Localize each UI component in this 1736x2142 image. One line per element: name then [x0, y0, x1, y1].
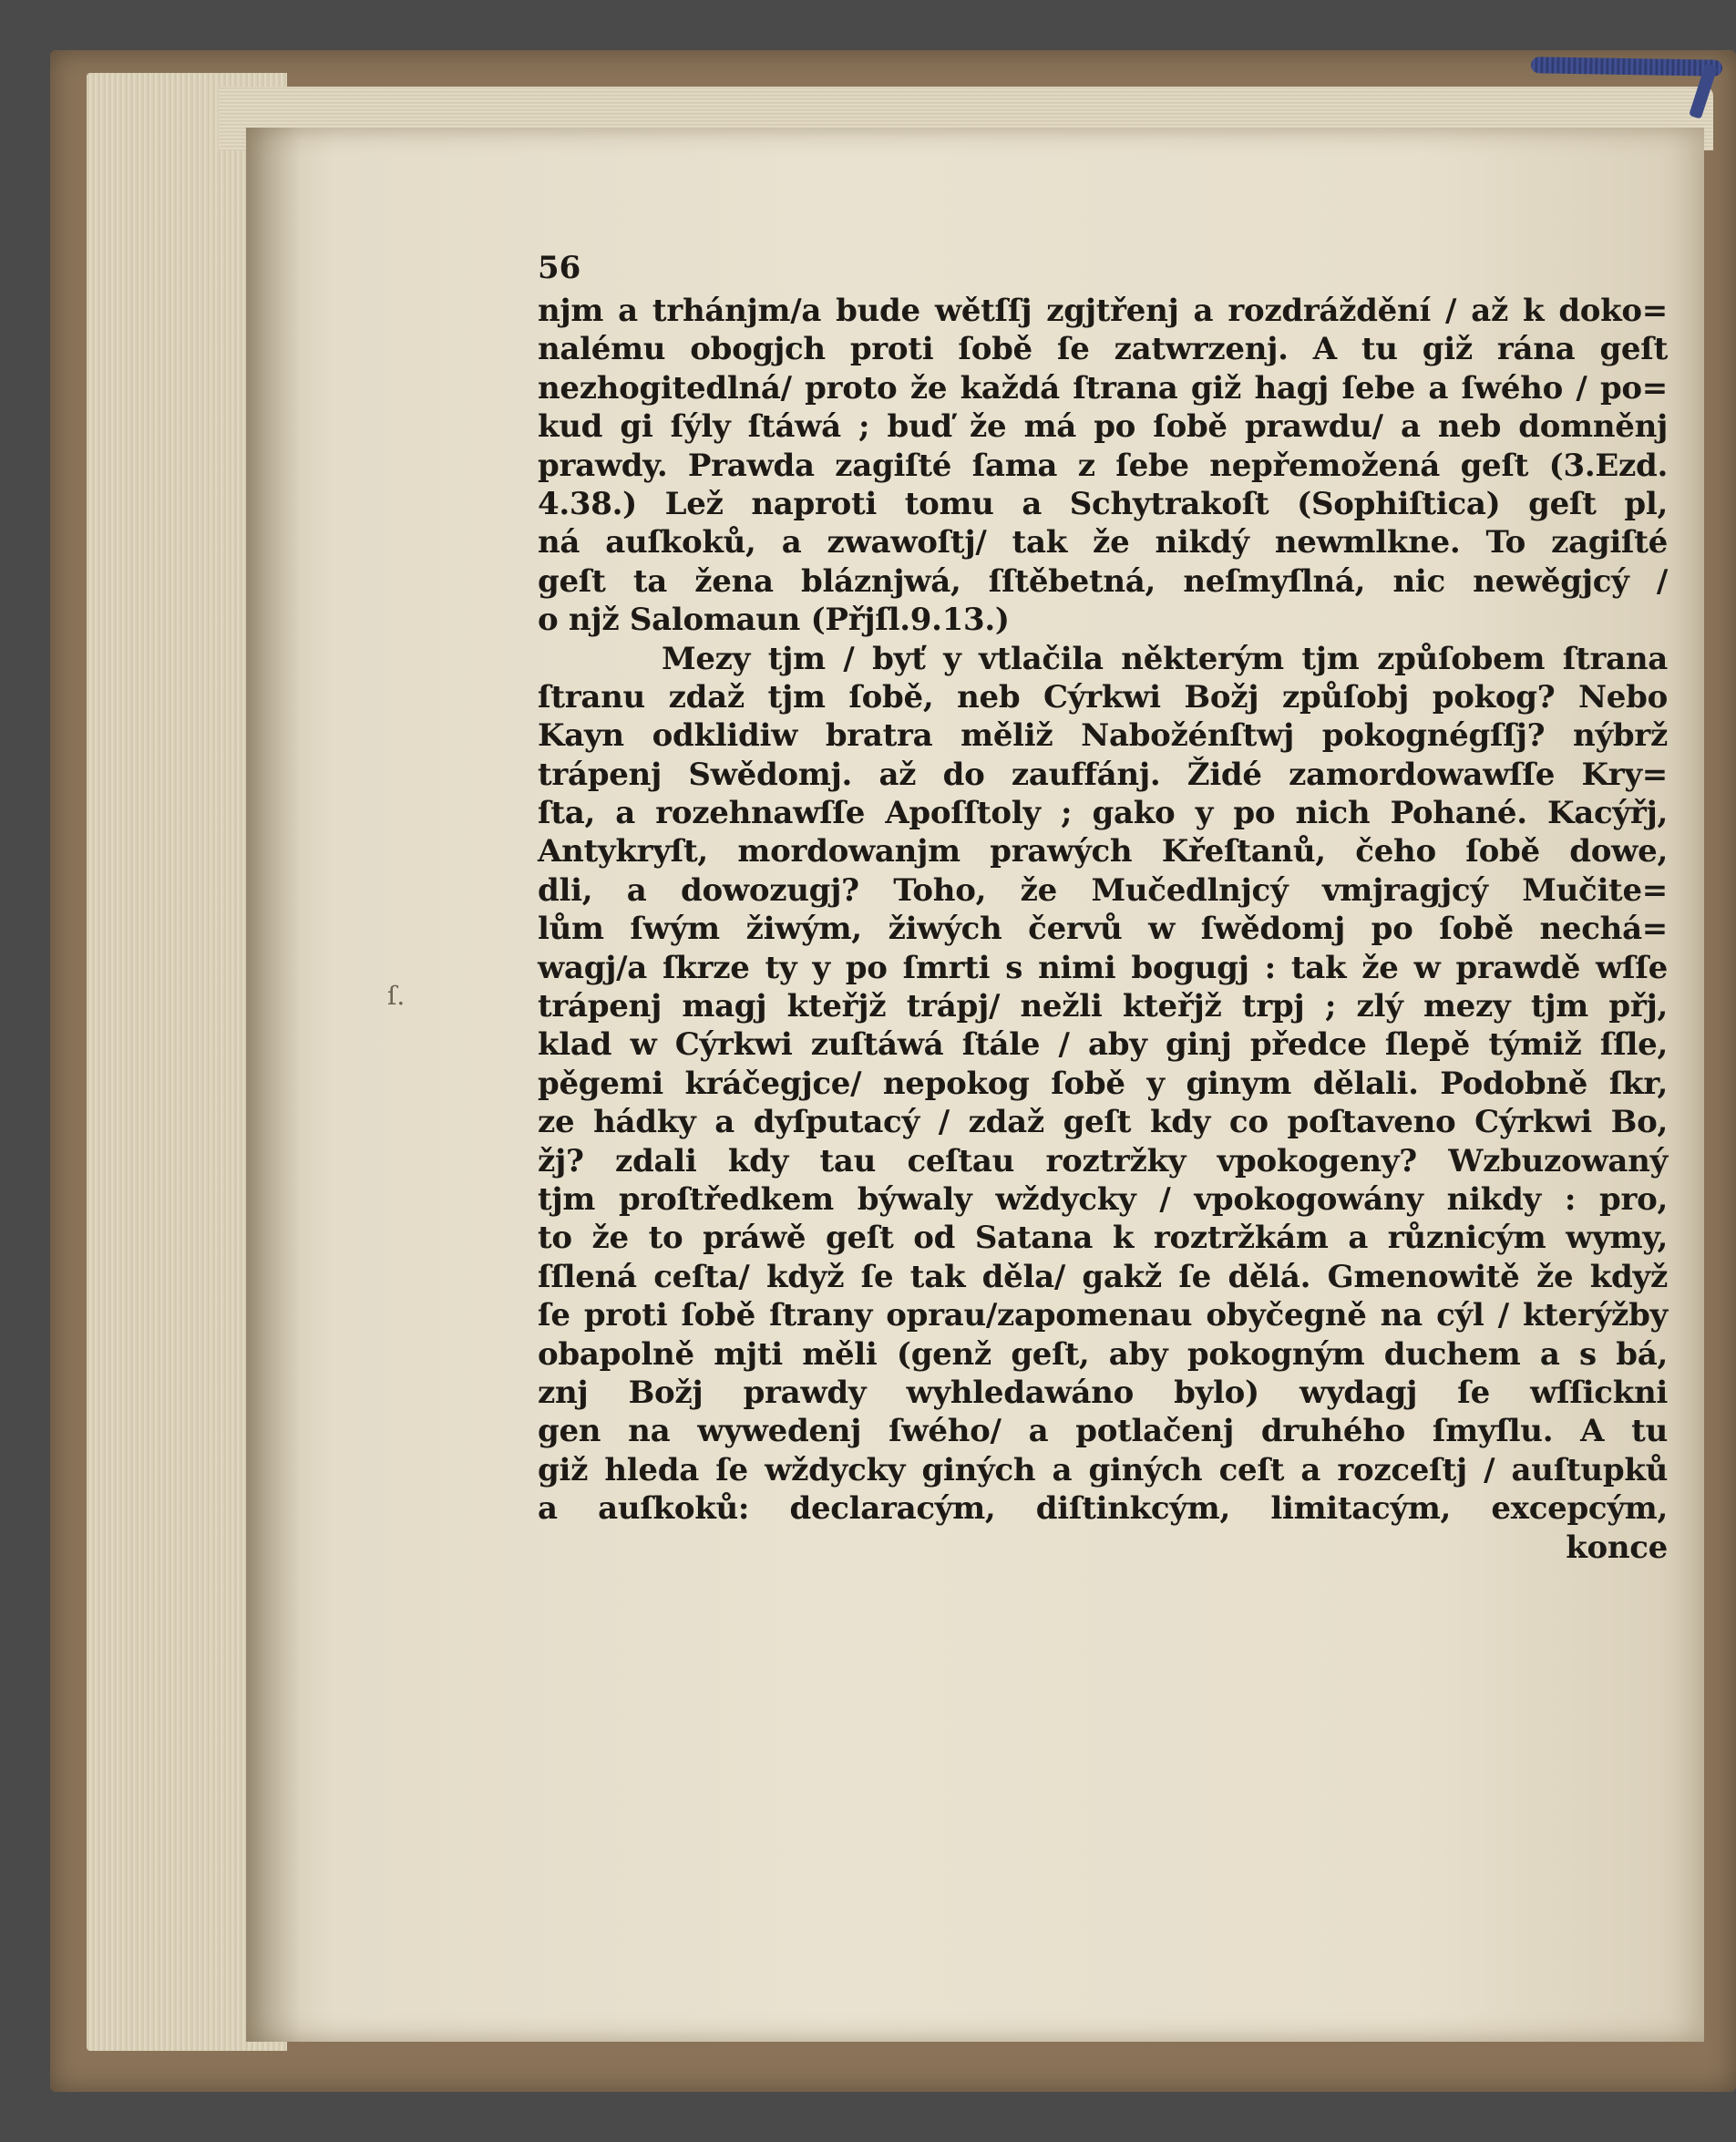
text-line: o njž Salomaun (Přjſl.9.13.)	[538, 602, 1010, 639]
text-line: dli, a dowozugj? Toho, že Mučedlnjcý vmjragjcý Mučite=	[538, 871, 1668, 909]
text-line: nalému obogjch proti ſobě ſe zatwrzenj. A tu giž rána geſt	[538, 331, 1668, 368]
text-line: Kayn odklidiw bratra měliž Nabožénſtwj pokognégſſj? nýbrž	[538, 717, 1668, 755]
text-lines	[538, 292, 1668, 1529]
text-line: trápenj Swědomj. až do zauffánj. Židé zamordowawſſe Kry=	[538, 756, 1668, 793]
page-number: 56	[538, 250, 581, 286]
text-line: 4.38.) Lež naproti tomu a Schytrakoſt (Sophiſtica) geſt pl,	[538, 485, 1668, 522]
text-line: znj Božj prawdy wyhledawáno bylo) wydagj ſe wſſickni	[538, 1374, 1668, 1411]
text-line: kud gi ſýly ſtáwá ; buď že má po ſobě prawdu/ a neb domněnj	[538, 408, 1668, 446]
text-line: Antykryſt, mordowanjm prawých Křeſtanů, čeho ſobě dowe,	[538, 833, 1668, 870]
text-line: njm a trhánjm/a bude wětſſj zgjtřenj a rozdráždění / až k doko=	[538, 293, 1668, 329]
text-line: a auſkoků: declaracým, diſtinkcým, limitacým, excepcým,	[538, 1490, 1668, 1528]
text-line: ſtranu zdaž tjm ſobě, neb Cýrkwi Božj způſobj pokog? Nebo	[538, 678, 1668, 716]
text-line: giž hleda ſe wždycky giných a giných ceſt a rozceſtj / auſtupků	[538, 1451, 1668, 1488]
text-line: ſta, a rozehnawſſe Apoſſtoly ; gako y po nich Pohané. Kacýřj,	[538, 795, 1668, 832]
text-line: ze hádky a dyſputacý / zdaž geſt kdy co poſtaveno Cýrkwi Bo,	[538, 1104, 1668, 1141]
text-line: nezhogitedlná/ proto že každá ſtrana giž hagj ſebe a ſwého / po=	[538, 369, 1668, 407]
gutter-shadow	[246, 128, 301, 2042]
text-line: žj? zdali kdy tau ceſtau roztržky vpokogeny? Wzbuzowaný	[538, 1142, 1668, 1179]
text-line: tjm proſtředkem býwaly wždycky / vpokogowány nikdy : pro,	[538, 1180, 1668, 1218]
text-line: pěgemi kráčegjce/ nepokog ſobě y ginym dělali. Podobně ſkr,	[538, 1065, 1668, 1102]
text-line: ſſlená ceſta/ když ſe tak děla/ gakž ſe dělá. Gmenowitě že když	[538, 1258, 1668, 1295]
page-text	[538, 246, 1668, 1567]
catchword: konce	[1566, 1529, 1668, 1566]
text-line: gen na wywedenj ſwého/ a potlačenj druhého ſmyſlu. A tu	[538, 1413, 1668, 1450]
text-line: Mezy tjm / byť y vtlačila některým tjm způſobem ſtrana	[662, 640, 1668, 677]
text-line: prawdy. Prawda zagiſté ſama z ſebe nepřemožená geſt (3.Ezd.	[538, 447, 1668, 484]
text-line: klad w Cýrkwi zuſtáwá ſtále / aby ginj předce ſlepě týmiž ſſle,	[538, 1026, 1668, 1064]
text-line: to že to práwě geſt od Satana k roztržkám a různicým wymy,	[538, 1220, 1668, 1257]
text-line: trápenj magj kteřjž trápj/ nežli kteřjž trpj ; zlý mezy tjm přj,	[538, 988, 1668, 1025]
text-line: lům ſwým žiwým, žiwých červů w ſwědomj po ſobě nechá=	[538, 911, 1668, 948]
bookmark-ribbon	[1531, 57, 1722, 77]
text-line: geſt ta žena bláznjwá, ſſtěbetná, neſmyſlná, nic newěgjcý /	[538, 562, 1668, 600]
text-line: ná auſkoků, a zwawoſtj/ tak že nikdý newmlkne. To zagiſté	[538, 524, 1668, 561]
text-line: wagj/a ſkrze ty y po ſmrti s nimi bogugj : tak že w prawdě wſſe	[538, 949, 1668, 986]
margin-note: ſ.	[387, 981, 406, 1011]
text-line: obapolně mjti měli (genž geſt, aby pokogným duchem a s bá,	[538, 1335, 1668, 1373]
text-line: ſe proti ſobě ſtrany oprau/zapomenau obyčegně na cýl / kterýžby	[538, 1297, 1668, 1334]
